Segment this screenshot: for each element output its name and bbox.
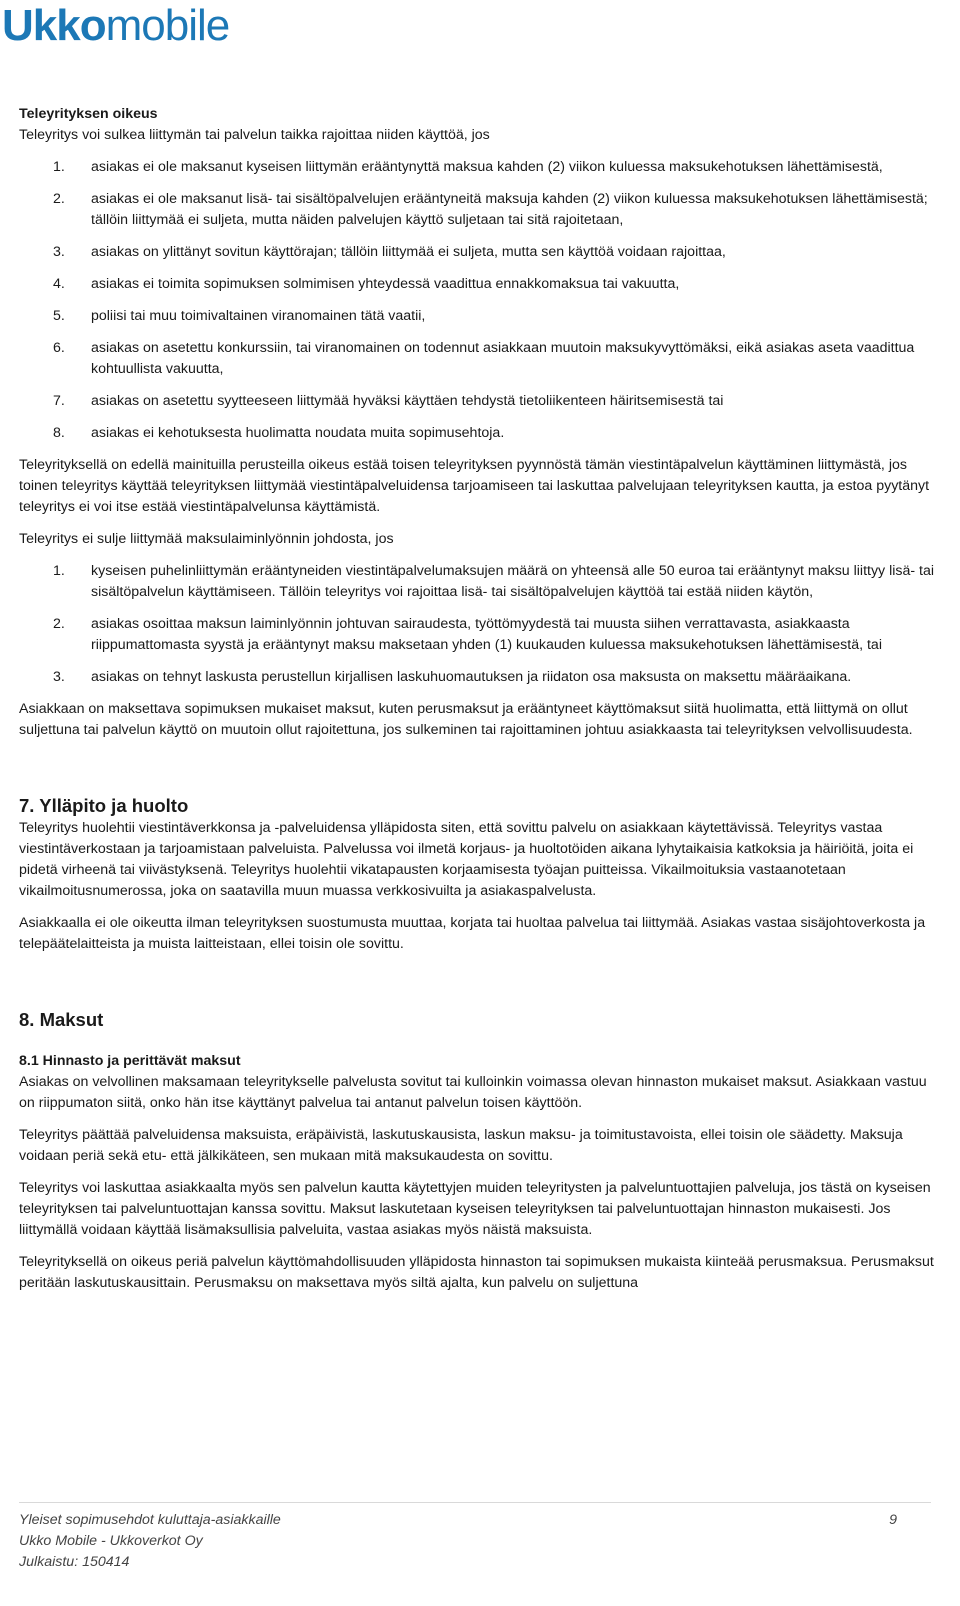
paragraph: Teleyrityksellä on oikeus periä palvelun käyttömahdollisuuden ylläpidosta hinnaston tai sopimuksen mukaista kiinteää perusmaksua. Perusmaksut peritään laskutuskausittain. Perusmaksu on maksettava myös siltä ajalta, kun palvelu on suljettuna [19, 1254, 934, 1291]
list-text: asiakas on ylittänyt sovitun käyttörajan; tällöin liittymää ei suljeta, mutta sen käyttöä voidaan rajoittaa, [91, 244, 726, 260]
paragraph: Teleyritys voi laskuttaa asiakkaalta myös sen palvelun kautta käytettyjen muiden teleyritysten ja palveluntuottajien palveluja, jos tästä on kyseisen teleyrityksen tai palveluntuottajan kanssa sovittu. Maksut laskutetaan kyseisen teleyrityksen tai palveluntuottajan hinnaston mukaisesti. Jos liittymällä voidaan käyttää lisämaksullisia palveluita, vastaa asiakas myös näistä maksuista. [19, 1180, 931, 1238]
paragraph: Asiakkaalla ei ole oikeutta ilman teleyrityksen suostumusta muuttaa, korjata tai huoltaa palvelua tai liittymää. Asiakas vastaa sisäjohtoverkosta ja telepäätelaitteista ja muista laitteistaan, ellei toisin ole sovittu. [19, 915, 926, 952]
list-number: 1. [53, 563, 65, 579]
list-number: 3. [53, 244, 65, 260]
list-text: asiakas ei kehotuksesta huolimatta noudata muita sopimusehtoja. [91, 425, 505, 441]
section-heading-yllapito: 7. Ylläpito ja huolto [19, 795, 189, 816]
list-item [19, 242, 944, 263]
list-item [19, 189, 944, 231]
intro-paragraph: Teleyritys voi sulkea liittymän tai palvelun taikka rajoittaa niiden käyttöä, jos [19, 127, 490, 143]
non-closure-conditions-list [19, 561, 944, 688]
page-footer [19, 1502, 931, 1573]
heading-teleyrityksen-oikeus: Teleyrityksen oikeus [19, 106, 158, 122]
footer-company: Ukko Mobile - Ukkoverkot Oy [19, 1533, 203, 1549]
list-number: 4. [53, 276, 65, 292]
list-text: asiakas on asetettu syytteeseen liittymää hyväksi käyttäen tehdystä tietoliikenteen häiritsemisestä tai [91, 393, 724, 409]
list-item [19, 614, 944, 656]
list-text: asiakas osoittaa maksun laiminlyönnin johtuvan sairaudesta, työttömyydestä tai muusta siihen verrattavasta, asiakkaasta riippumattomasta syystä ja erääntynyt maksu maksetaan yhden (1) kuukauden kuluessa maksukehotuksen lähettämisestä, tai [91, 616, 882, 653]
document-body [19, 104, 944, 1294]
list-item [19, 667, 944, 688]
paragraph: Teleyritys huolehtii viestintäverkkonsa ja -palveluidensa ylläpidosta siten, että sovittu palvelu on asiakkaan käytettävissä. Teleyritys vastaa viestintäverkostaan ja tarjoamistaan palveluista. Palvelussa voi ilmetä korjaus- ja huoltotöiden aikana lyhytaikaisia katkoksia ja häiriöitä, joita ei pidetä virheenä tai viivästyksenä. Teleyritys huolehtii vikatapausten korjaamisesta työajan puitteissa. Vikailmoituksia vastaanotetaan vikailmoitusnumerossa, joka on saatavilla muun muassa verkkosivuilta ja asiakaspalvelusta. [19, 820, 914, 899]
list-item [19, 274, 944, 295]
logo-light-text: mobile [105, 1, 230, 50]
paragraph: Asiakas on velvollinen maksamaan teleyritykselle palvelusta sovitut tai kulloinkin voimassa olevan hinnaston mukaiset maksut. Asiakkaan vastuu on riippumaton siitä, onko hän itse käyttänyt palvelua tai antanut palvelun toisen käyttöön. [19, 1074, 927, 1111]
list-number: 3. [53, 669, 65, 685]
ukkomobile-logo [2, 2, 229, 50]
paragraph: Teleyritys ei sulje liittymää maksulaiminlyönnin johdosta, jos [19, 531, 394, 547]
footer-document-title: Yleiset sopimusehdot kuluttaja-asiakkaille [19, 1512, 281, 1528]
list-item [19, 306, 944, 327]
list-item [19, 561, 944, 603]
list-number: 1. [53, 159, 65, 175]
list-item [19, 157, 944, 178]
list-text: asiakas ei ole maksanut lisä- tai sisältöpalvelujen erääntyneitä maksuja kahden (2) viikon kuluessa maksukehotuksen lähettämisestä; tällöin liittymää ei suljeta, mutta näiden palvelujen käyttö suljetaan tai sitä rajoitetaan, [91, 191, 928, 228]
subheading-hinnasto: 8.1 Hinnasto ja perittävät maksut [19, 1053, 241, 1069]
list-text: asiakas on tehnyt laskusta perustellun kirjallisen laskuhuomautuksen ja riidaton osa maksusta on maksettu määräaikana. [91, 669, 852, 685]
list-number: 2. [53, 616, 65, 632]
list-number: 7. [53, 393, 65, 409]
paragraph: Asiakkaan on maksettava sopimuksen mukaiset maksut, kuten perusmaksut ja erääntyneet käyttömaksut siitä huolimatta, että liittymä on ollut suljettuna tai palvelun käyttö on muutoin ollut rajoitettuna, jos sulkeminen tai rajoittaminen johtuu asiakkaasta tai teleyrityksen velvollisuudesta. [19, 701, 913, 738]
list-text: asiakas ei toimita sopimuksen solmimisen yhteydessä vaadittua ennakkomaksua tai vakuutta, [91, 276, 680, 292]
logo-bold-text: Ukko [2, 1, 106, 50]
list-text: kyseisen puhelinliittymän erääntyneiden viestintäpalvelumaksujen määrä on yhteensä alle 50 euroa tai erääntynyt maksu liittyy lisä- tai sisältöpalvelun käyttämiseen. Tällöin teleyritys voi rajoittaa lisä- tai sisältöpalvelujen käyttöä tai estää niiden käytön, [91, 563, 935, 600]
list-number: 5. [53, 308, 65, 324]
paragraph: Teleyritys päättää palveluidensa maksuista, eräpäivistä, laskutuskausista, laskun maksu- ja toimitustavoista, ellei toisin ole säädetty. Maksuja voidaan periä sekä etu- että jälkikäteen, sen mukaan mitä maksukaudesta on sovittu. [19, 1127, 903, 1164]
footer-publication-date: Julkaistu: 150414 [19, 1554, 130, 1570]
list-text: asiakas ei ole maksanut kyseisen liittymän erääntynyttä maksua kahden (2) viikon kuluessa maksukehotuksen lähettämisestä, [91, 159, 883, 175]
list-text: poliisi tai muu toimivaltainen viranomainen tätä vaatii, [91, 308, 426, 324]
list-item [19, 391, 944, 412]
list-number: 8. [53, 425, 65, 441]
section-heading-maksut: 8. Maksut [19, 1009, 104, 1030]
paragraph: Teleyrityksellä on edellä mainituilla perusteilla oikeus estää toisen teleyrityksen pyynnöstä tämän viestintäpalvelun käyttäminen liittymästä, jos toinen teleyritys käyttää teleyrityksen liittymää viestintäpalveluidensa tarjoamiseen tai laskuttaa palvelujaan teleyrityksen kautta, ja estoa pyytänyt teleyritys ei voi itse estää viestintäpalvelunsa käyttämistä. [19, 457, 930, 515]
page-number: 9 [889, 1512, 897, 1528]
closure-conditions-list [19, 157, 944, 444]
list-item [19, 423, 944, 444]
list-number: 6. [53, 340, 65, 356]
list-item [19, 338, 944, 380]
list-number: 2. [53, 191, 65, 207]
list-text: asiakas on asetettu konkurssiin, tai viranomainen on todennut asiakkaan muutoin maksukyvyttömäksi, eikä asiakas aseta vaadittua kohtuullista vakuutta, [91, 340, 915, 377]
